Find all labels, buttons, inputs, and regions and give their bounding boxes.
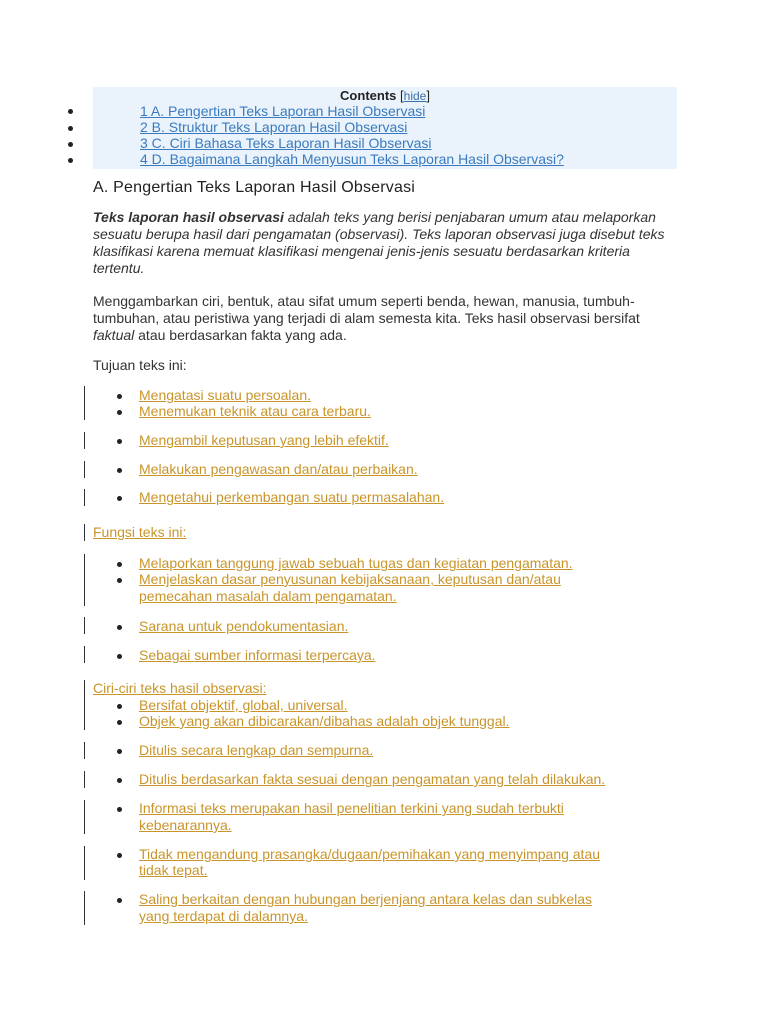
quote-bar bbox=[84, 386, 85, 420]
fungsi-item-4[interactable]: Sebagai sumber informasi terpercaya. bbox=[139, 647, 376, 663]
bullet-icon bbox=[117, 807, 122, 812]
bullet-icon bbox=[117, 749, 122, 754]
description-italic: faktual bbox=[93, 327, 135, 343]
ciri-item-1[interactable]: Bersifat objektif, global, universal. bbox=[139, 697, 348, 713]
quote-bar bbox=[84, 800, 85, 834]
bullet-icon bbox=[117, 778, 122, 783]
tujuan-label: Tujuan teks ini: bbox=[93, 357, 187, 373]
tujuan-item-2[interactable]: Menemukan teknik atau cara terbaru. bbox=[139, 403, 371, 419]
description-part-2: atau berdasarkan fakta yang ada. bbox=[134, 327, 347, 343]
intro-paragraph bbox=[93, 209, 668, 277]
bullet-icon bbox=[117, 394, 122, 399]
bullet-icon bbox=[68, 109, 73, 114]
bullet-icon bbox=[117, 898, 122, 903]
bullet-icon bbox=[117, 704, 122, 709]
tujuan-item-4[interactable]: Melakukan pengawasan dan/atau perbaikan. bbox=[139, 461, 418, 477]
bullet-icon bbox=[117, 720, 122, 725]
quote-bar bbox=[84, 432, 85, 449]
quote-bar bbox=[84, 646, 85, 663]
quote-bar bbox=[84, 617, 85, 634]
fungsi-item-1[interactable]: Melaporkan tanggung jawab sebuah tugas dan kegiatan pengamatan. bbox=[139, 555, 573, 571]
tujuan-item-1[interactable]: Mengatasi suatu persoalan. bbox=[139, 387, 311, 403]
ciri-item-5-cont[interactable]: kebenarannya. bbox=[139, 817, 232, 833]
bullet-icon bbox=[117, 439, 122, 444]
toc-hide-bracket-open: [ bbox=[400, 88, 404, 103]
toc-item-1[interactable]: 1 A. Pengertian Teks Laporan Hasil Observasi bbox=[140, 103, 426, 119]
ciri-item-5[interactable]: Informasi teks merupakan hasil penelitian terkini yang sudah terbukti bbox=[139, 800, 564, 816]
ciri-item-7-cont[interactable]: yang terdapat di dalamnya. bbox=[139, 908, 308, 924]
quote-bar bbox=[84, 554, 85, 606]
ciri-item-7[interactable]: Saling berkaitan dengan hubungan berjenjang antara kelas dan subkelas bbox=[139, 891, 593, 907]
toc-hide-bracket-close: ] bbox=[426, 88, 430, 103]
intro-rest: adalah teks yang berisi penjabaran umum atau melaporkan sesuatu berupa hasil dari pengamatan (observasi). Teks laporan observasi juga disebut teks klasifikasi karena memuat klasifikasi mengenai jenis-jenis sesuatu berdasarkan kriteria tertentu. bbox=[93, 209, 665, 276]
quote-bar bbox=[84, 680, 85, 730]
quote-bar bbox=[84, 524, 85, 541]
ciri-item-6[interactable]: Tidak mengandung prasangka/dugaan/pemihakan yang menyimpang atau bbox=[139, 846, 601, 862]
tujuan-item-5[interactable]: Mengetahui perkembangan suatu permasalahan. bbox=[139, 489, 445, 505]
toc-item-3[interactable]: 3 C. Ciri Bahasa Teks Laporan Hasil Observasi bbox=[140, 135, 432, 151]
bullet-icon bbox=[68, 158, 73, 163]
toc-title: Contents bbox=[340, 88, 397, 103]
bullet-icon bbox=[117, 562, 122, 567]
ciri-item-2[interactable]: Objek yang akan dibicarakan/dibahas adalah objek tunggal. bbox=[139, 713, 510, 729]
section-heading: A. Pengertian Teks Laporan Hasil Observasi bbox=[93, 179, 416, 196]
toc-item-4[interactable]: 4 D. Bagaimana Langkah Menyusun Teks Laporan Hasil Observasi? bbox=[140, 151, 564, 167]
ciri-item-3[interactable]: Ditulis secara lengkap dan sempurna. bbox=[139, 742, 374, 758]
toc-item-2[interactable]: 2 B. Struktur Teks Laporan Hasil Observasi bbox=[140, 119, 408, 135]
bullet-icon bbox=[68, 126, 73, 131]
bullet-icon bbox=[117, 410, 122, 415]
tujuan-item-3[interactable]: Mengambil keputusan yang lebih efektif. bbox=[139, 432, 389, 448]
intro-bold-term: Teks laporan hasil observasi bbox=[93, 209, 284, 225]
ciri-label[interactable]: Ciri-ciri teks hasil observasi: bbox=[93, 680, 267, 696]
ciri-item-4[interactable]: Ditulis berdasarkan fakta sesuai dengan pengamatan yang telah dilakukan. bbox=[139, 771, 606, 787]
description-part-1: Menggambarkan ciri, bentuk, atau sifat umum seperti benda, hewan, manusia, tumbuh-tumbuhan, atau peristiwa yang terjadi di alam semesta kita. Teks hasil observasi bersifat bbox=[93, 293, 640, 326]
quote-bar bbox=[84, 461, 85, 478]
quote-bar bbox=[84, 771, 85, 788]
fungsi-item-2[interactable]: Menjelaskan dasar penyusunan kebijaksanaan, keputusan dan/atau bbox=[139, 571, 561, 587]
fungsi-item-3[interactable]: Sarana untuk pendokumentasian. bbox=[139, 618, 349, 634]
ciri-item-6-cont[interactable]: tidak tepat. bbox=[139, 862, 208, 878]
bullet-icon bbox=[117, 654, 122, 659]
bullet-icon bbox=[117, 853, 122, 858]
fungsi-label[interactable]: Fungsi teks ini: bbox=[93, 524, 187, 540]
bullet-icon bbox=[68, 142, 73, 147]
bullet-icon bbox=[117, 468, 122, 473]
description-paragraph bbox=[93, 293, 668, 344]
quote-bar bbox=[84, 891, 85, 925]
toc-header bbox=[93, 88, 677, 103]
bullet-icon bbox=[117, 578, 122, 583]
quote-bar bbox=[84, 742, 85, 759]
fungsi-item-2-cont[interactable]: pemecahan masalah dalam pengamatan. bbox=[139, 588, 397, 604]
quote-bar bbox=[84, 489, 85, 506]
quote-bar bbox=[84, 846, 85, 880]
toc-hide-link[interactable]: hide bbox=[403, 89, 427, 103]
bullet-icon bbox=[117, 496, 122, 501]
bullet-icon bbox=[117, 625, 122, 630]
table-of-contents bbox=[93, 87, 677, 169]
